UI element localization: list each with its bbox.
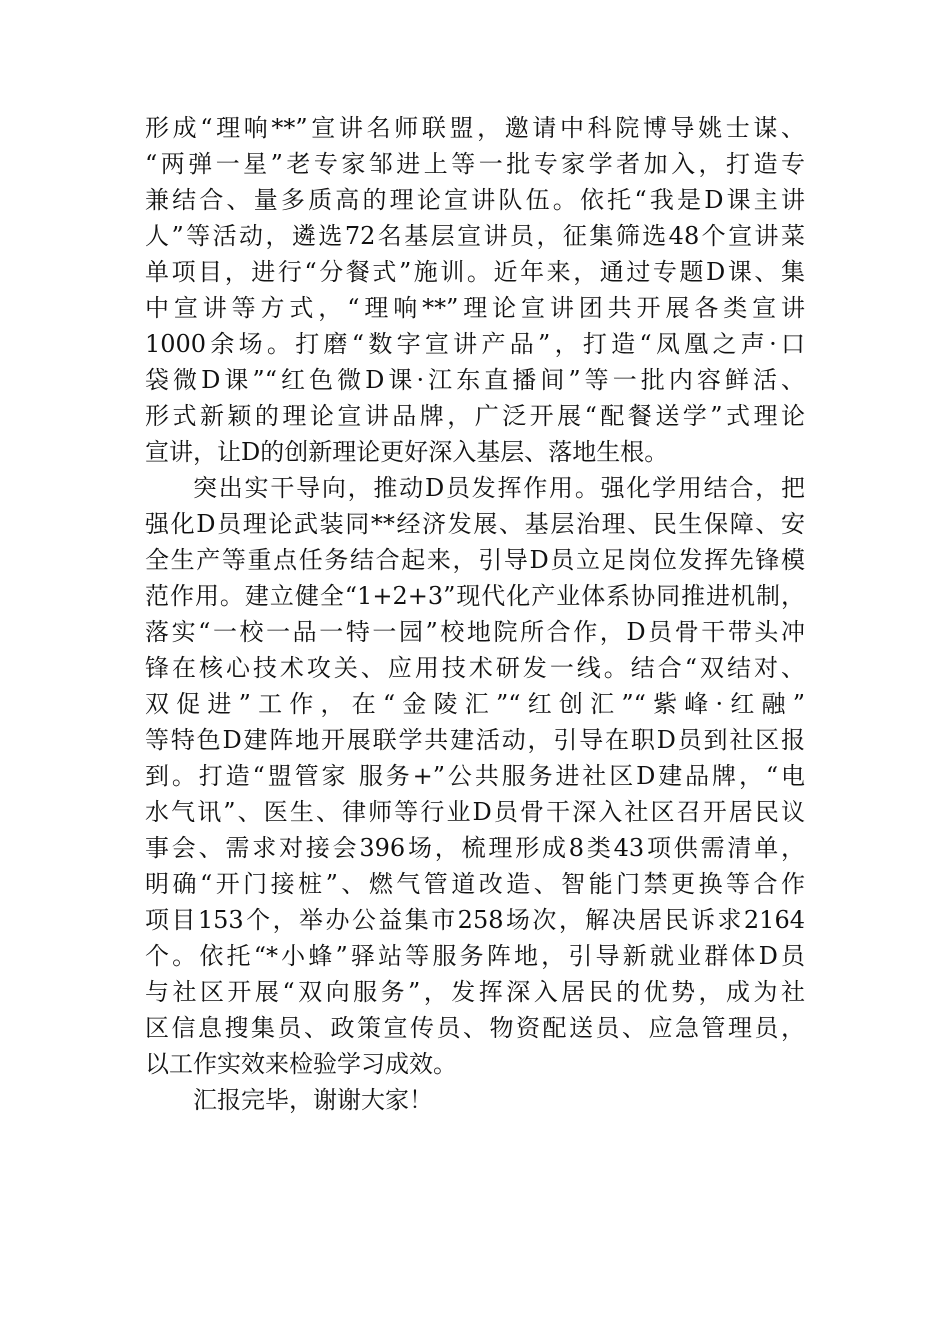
text-line: 落实“一校一品一特一园”校地院所合作，D员骨干带头冲	[145, 618, 805, 646]
text-line: 人”等活动，遴选72名基层宣讲员，征集筛选48个宣讲菜	[145, 222, 805, 250]
text-line: 兼结合、量多质高的理论宣讲队伍。依托“我是D课主讲	[145, 186, 805, 214]
text-line: 明确“开门接桩”、燃气管道改造、智能门禁更换等合作	[145, 870, 805, 898]
text-line: 与社区开展“双向服务”，发挥深入居民的优势，成为社	[145, 978, 805, 1006]
text-line: 宣讲，让D的创新理论更好深入基层、落地生根。	[145, 438, 669, 466]
text-line: 到。打造“盟管家 服务+”公共服务进社区D建品牌，“电	[145, 762, 805, 790]
text-line: 形成“理响**”宣讲名师联盟，邀请中科院博导姚士谋、	[145, 114, 805, 142]
text-line: 袋微D课”“红色微D课·江东直播间”等一批内容鲜活、	[145, 366, 805, 394]
text-line: 项目153个，举办公益集市258场次，解决居民诉求2164	[145, 906, 805, 934]
text-line: 区信息搜集员、政策宣传员、物资配送员、应急管理员，	[145, 1014, 805, 1042]
text-line: 强化D员理论武装同**经济发展、基层治理、民生保障、安	[145, 510, 805, 538]
text-line: 突出实干导向，推动D员发挥作用。强化学用结合，把	[193, 474, 805, 502]
text-line: 中宣讲等方式，“理响**”理论宣讲团共开展各类宣讲	[145, 294, 805, 322]
text-line: 个。依托“*小蜂”驿站等服务阵地，引导新就业群体D员	[145, 942, 805, 970]
text-line: 单项目，进行“分餐式”施训。近年来，通过专题D课、集	[145, 258, 805, 286]
text-line: 等特色D建阵地开展联学共建活动，引导在职D员到社区报	[145, 726, 805, 754]
text-line: 1000余场。打磨“数字宣讲产品”，打造“凤凰之声·口	[145, 330, 805, 358]
text-line: 全生产等重点任务结合起来，引导D员立足岗位发挥先锋模	[145, 546, 805, 574]
text-line: 事会、需求对接会396场，梳理形成8类43项供需清单，	[145, 834, 805, 862]
text-line: 形式新颖的理论宣讲品牌，广泛开展“配餐送学”式理论	[145, 402, 805, 430]
text-line: 范作用。建立健全“1+2+3”现代化产业体系协同推进机制，	[145, 582, 805, 610]
closing-line: 汇报完毕，谢谢大家！	[193, 1086, 433, 1114]
text-line: “两弹一星”老专家邹进上等一批专家学者加入，打造专	[145, 150, 805, 178]
text-line: 以工作实效来检验学习成效。	[145, 1050, 457, 1078]
text-line: 水气讯”、医生、律师等行业D员骨干深入社区召开居民议	[145, 798, 805, 826]
text-line: 锋在核心技术攻关、应用技术研发一线。结合“双结对、	[145, 654, 805, 682]
text-line: 双促进”工作，在“金陵汇”“红创汇”“紫峰·红融”	[145, 690, 805, 718]
